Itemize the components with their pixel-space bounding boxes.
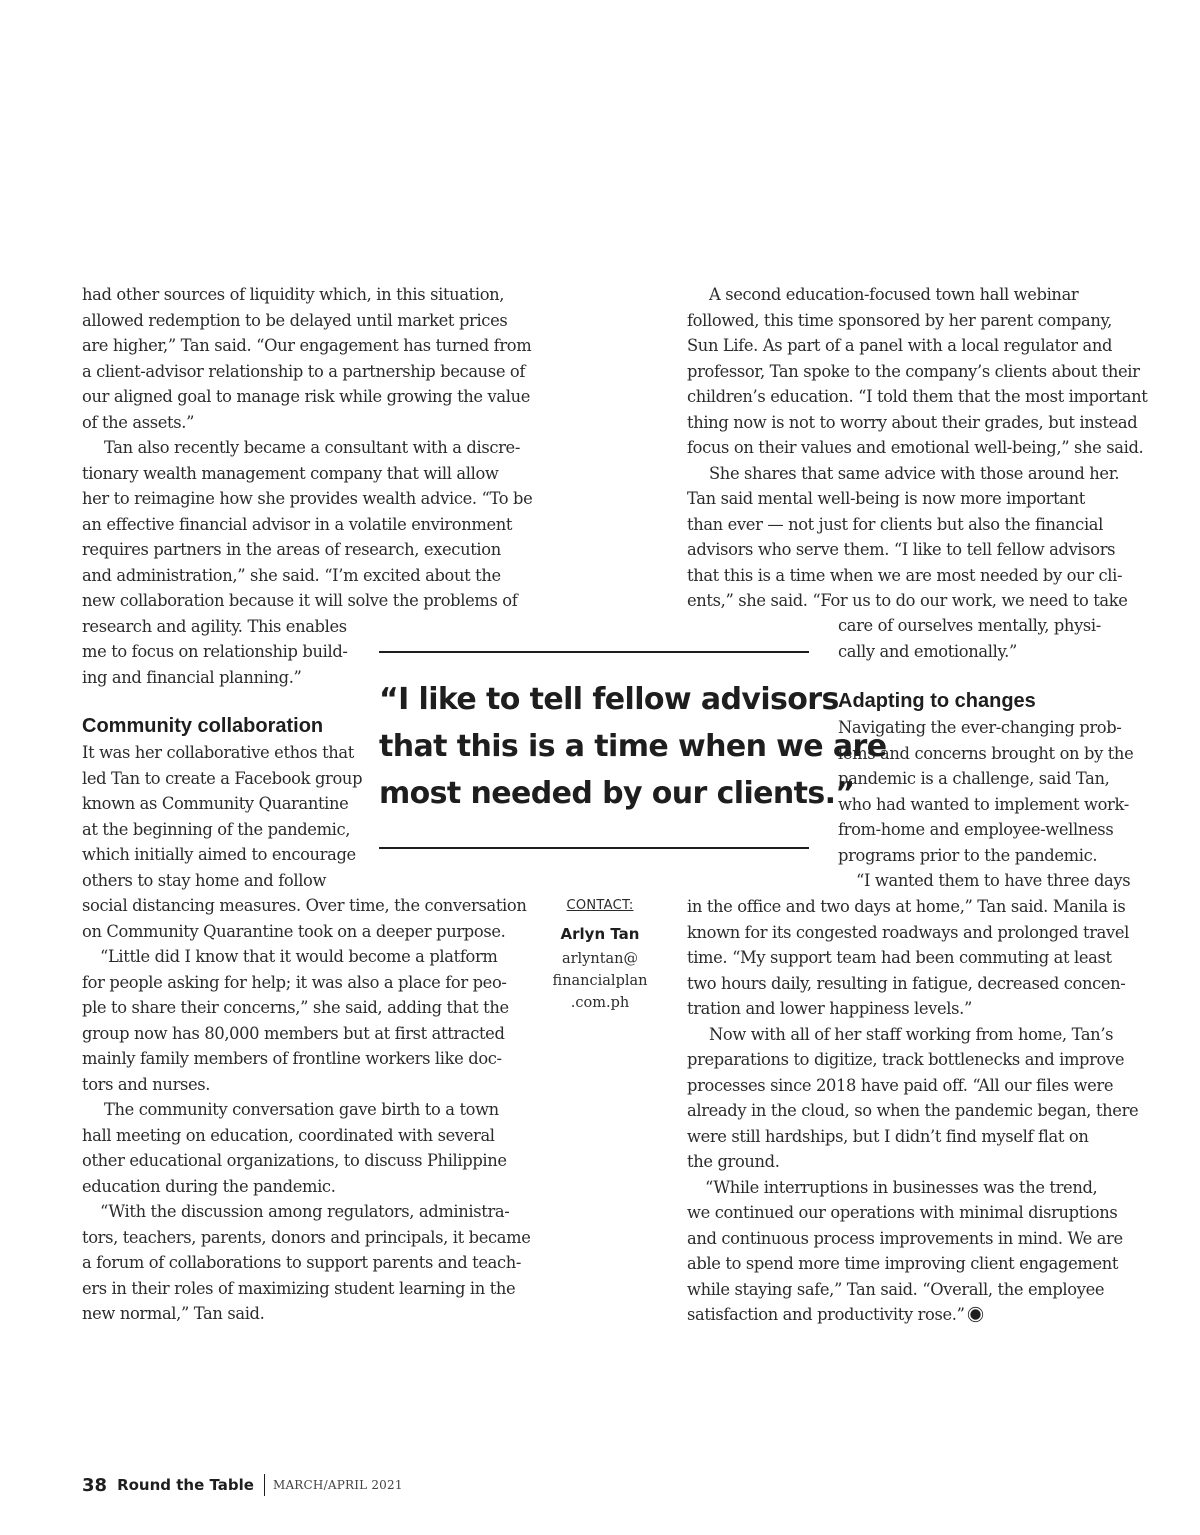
body-line: She shares that same advice with those around her. <box>709 463 1120 483</box>
right-column-narrow <box>838 613 1101 664</box>
body-line: care of ourselves mentally, physi- <box>838 616 1101 635</box>
body-line: other educational organizations, to discuss Philippine <box>82 1151 507 1170</box>
body-line: It was her collaborative ethos that <box>82 743 354 762</box>
end-mark-icon <box>970 1309 980 1319</box>
body-line: than ever — not just for clients but also the financial <box>687 514 1104 534</box>
body-line: led Tan to create a Facebook group <box>82 768 363 788</box>
section-heading: Community collaboration <box>82 715 324 737</box>
body-line: “Little did I know that it would become a platform <box>100 947 498 966</box>
issue-date: MARCH/APRIL 2021 <box>272 1478 403 1492</box>
footer-divider <box>264 1474 265 1496</box>
body-line: hall meeting on education, coordinated with several <box>82 1125 495 1145</box>
pull-quote-top-rule <box>379 651 809 653</box>
body-line: Now with all of her staff working from home, Tan’s <box>709 1024 1114 1044</box>
body-line: preparations to digitize, track bottlenecks and improve <box>687 1050 1125 1069</box>
body-line: tors and nurses. <box>82 1074 211 1094</box>
body-line: at the beginning of the pandemic, <box>82 819 351 839</box>
section-heading-community <box>82 713 323 739</box>
body-line: new normal,” Tan said. <box>82 1304 265 1323</box>
body-line: A second education-focused town hall webinar <box>709 285 1079 304</box>
pull-quote <box>379 676 887 817</box>
body-line: research and agility. This enables <box>82 616 347 636</box>
body-line: children’s education. “I told them that the most important <box>687 387 1148 406</box>
body-line: a forum of collaborations to support parents and teach- <box>82 1253 522 1272</box>
body-line: Navigating the ever-changing prob- <box>838 718 1122 737</box>
body-line: cally and emotionally.” <box>838 641 1017 661</box>
body-line: pandemic is a challenge, said Tan, <box>838 769 1110 788</box>
body-line: ing and financial planning.” <box>82 667 302 687</box>
body-line: which initially aimed to encourage <box>82 845 356 864</box>
body-line: two hours daily, resulting in fatigue, decreased concen- <box>687 973 1126 993</box>
body-line: our aligned goal to manage risk while growing the value <box>82 387 531 406</box>
body-line: Sun Life. As part of a panel with a local regulator and <box>687 336 1113 355</box>
contact-email-line: financialplan <box>552 973 648 989</box>
body-line: followed, this time sponsored by her parent company, <box>687 310 1113 330</box>
body-line: Tan also recently became a consultant with a discre- <box>104 438 520 457</box>
body-line: already in the cloud, so when the pandemic began, there <box>687 1101 1139 1120</box>
right-column-top <box>687 282 1147 614</box>
body-line: who had wanted to implement work- <box>838 794 1129 814</box>
body-line: in the office and two days at home,” Tan said. Manila is <box>687 897 1126 916</box>
body-line: ple to share their concerns,” she said, adding that the <box>82 998 509 1017</box>
body-line: education during the pandemic. <box>82 1176 336 1196</box>
contact-box <box>540 896 660 1014</box>
body-line: social distancing measures. Over time, the conversation <box>82 896 527 915</box>
body-line: “I wanted them to have three days <box>856 871 1131 890</box>
body-line: thing now is not to worry about their grades, but instead <box>687 412 1138 432</box>
left-column-bottom <box>82 740 531 1327</box>
body-line: and administration,” she said. “I’m excited about the <box>82 565 501 585</box>
body-line: processes since 2018 have paid off. “All our files were <box>687 1075 1114 1095</box>
body-line: programs prior to the pandemic. <box>838 845 1098 865</box>
pull-quote-line: most needed by our clients.” <box>379 776 855 811</box>
right-column-bottom <box>687 894 1138 1328</box>
contact-email-line: .com.ph <box>570 995 630 1011</box>
pull-quote-line: “I like to tell fellow advisors <box>379 682 839 717</box>
body-line: mainly family members of frontline workers like doc- <box>82 1049 502 1068</box>
body-line: from-home and employee-wellness <box>838 820 1114 839</box>
body-line: others to stay home and follow <box>82 870 327 890</box>
body-line: lems and concerns brought on by the <box>838 743 1134 763</box>
body-line: her to reimagine how she provides wealth advice. “To be <box>82 489 533 508</box>
body-line: known as Community Quarantine <box>82 794 349 813</box>
body-line: able to spend more time improving client engagement <box>687 1254 1119 1273</box>
page-number: 38 <box>82 1474 108 1496</box>
pull-quote-bottom-rule <box>379 847 809 849</box>
body-line: the ground. <box>687 1152 780 1171</box>
body-line: Tan said mental well-being is now more important <box>687 489 1085 508</box>
body-line: were still hardships, but I didn’t find myself flat on <box>687 1126 1089 1146</box>
body-line-last <box>687 1302 1138 1328</box>
body-line: for people asking for help; it was also a place for peo- <box>82 972 507 992</box>
contact-name: Arlyn Tan <box>560 925 640 943</box>
body-line: requires partners in the areas of research, execution <box>82 540 501 559</box>
body-line: had other sources of liquidity which, in this situation, <box>82 285 505 304</box>
section-heading-adapting <box>838 688 1036 714</box>
body-line: group now has 80,000 members but at first attracted <box>82 1023 505 1043</box>
body-line: tration and lower happiness levels.” <box>687 999 972 1018</box>
body-line: advisors who serve them. “I like to tell fellow advisors <box>687 540 1116 559</box>
body-line: “While interruptions in businesses was the trend, <box>705 1177 1098 1197</box>
body-line-text: satisfaction and productivity rose.” <box>687 1305 965 1324</box>
body-line: while staying safe,” Tan said. “Overall, the employee <box>687 1279 1105 1299</box>
publication-name: Round the Table <box>117 1476 254 1494</box>
body-line: of the assets.” <box>82 412 195 432</box>
body-line: ents,” she said. “For us to do our work, we need to take <box>687 591 1128 610</box>
body-line: that this is a time when we are most needed by our cli- <box>687 565 1123 585</box>
section-heading: Adapting to changes <box>838 690 1036 712</box>
body-line: The community conversation gave birth to a town <box>104 1100 499 1119</box>
contact-email-line: arlyntan@ <box>561 951 639 967</box>
body-line: and continuous process improvements in mind. We are <box>687 1228 1123 1248</box>
body-line: me to focus on relationship build- <box>82 642 348 661</box>
contact-label: CONTACT: <box>566 898 634 913</box>
pull-quote-line: that this is a time when we are <box>379 729 887 764</box>
body-line: ers in their roles of maximizing student learning in the <box>82 1278 516 1298</box>
body-line: known for its congested roadways and prolonged travel <box>687 922 1129 942</box>
body-line: on Community Quarantine took on a deeper purpose. <box>82 921 506 941</box>
body-line: we continued our operations with minimal disruptions <box>687 1203 1118 1222</box>
page-footer <box>82 1472 403 1498</box>
body-line: “With the discussion among regulators, administra- <box>100 1202 510 1221</box>
body-line: an effective financial advisor in a volatile environment <box>82 514 513 534</box>
body-line: professor, Tan spoke to the company’s clients about their <box>687 361 1140 381</box>
body-line: allowed redemption to be delayed until market prices <box>82 310 508 330</box>
body-line: focus on their values and emotional well-being,” she said. <box>687 438 1144 457</box>
body-line: tionary wealth management company that will allow <box>82 463 499 483</box>
left-column-top <box>82 282 532 690</box>
body-line: are higher,” Tan said. “Our engagement has turned from <box>82 336 532 355</box>
body-line: time. “My support team had been commuting at least <box>687 948 1112 967</box>
body-line: a client-advisor relationship to a partnership because of <box>82 361 526 381</box>
body-line: new collaboration because it will solve the problems of <box>82 591 518 610</box>
body-line: tors, teachers, parents, donors and principals, it became <box>82 1227 531 1247</box>
